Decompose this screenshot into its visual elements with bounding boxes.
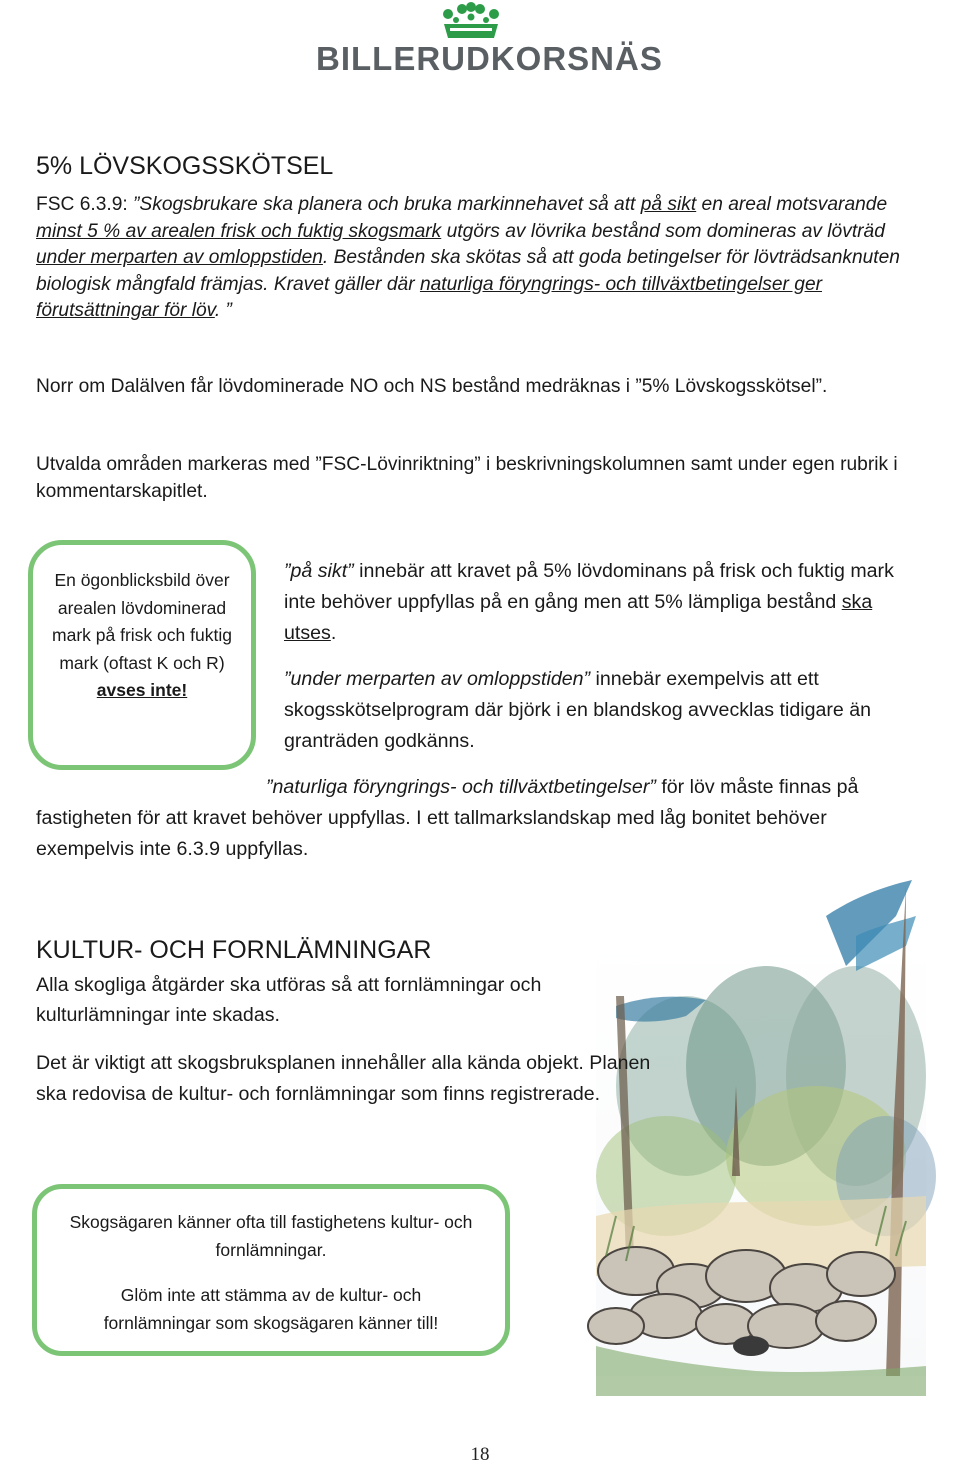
link-ska-utses: ska utses [284,591,873,644]
paragraph-alla-skogliga: Alla skogliga åtgärder ska utföras så att fornlämningar och kulturlämningar inte skadas. [36,974,542,1026]
callout-ogonblicksbild [28,540,256,770]
callout-skogsagaren [32,1184,510,1356]
section-title-lovskog: 5% LÖVSKOGSSKÖTSEL [36,152,334,180]
term-naturliga: ”naturliga föryngrings- och tillväxtbetingelser” [266,776,656,798]
explain-text: innebär att kravet på 5% lövdominans på frisk och fuktig mark inte behöver uppfyllas på en gång men att 5% lämpliga bestånd [284,560,894,613]
callout-emphasis: avses inte! [96,680,188,700]
callout-text: En ögonblicksbild över arealen lövdominerad mark på frisk och fuktig mark (oftast K och R) [52,570,232,673]
quote-link-minst-5: minst 5 % av arealen frisk och fuktig skogsmark [36,220,442,242]
forest-sketch-illustration [556,876,936,1406]
quote-part: en areal motsvarande [696,194,888,215]
explain-pa-sikt [284,556,914,649]
explain-omloppstiden [284,664,914,757]
page-number: 18 [470,1444,490,1465]
explain-text: innebär exempelvis att ett skogsskötselprogram där björk i en blandskog avvecklas tidigare än granträden godkänns. [284,668,872,752]
term-merparten: ”under merparten av omloppstiden” [284,668,591,690]
explain-text: för löv måste finnas på fastigheten för att kravet behöver uppfyllas. I ett tallmarkslandskap med låg bonitet behöver exempelvis inte 6.3.9 uppfyllas. [36,776,859,860]
paragraph-dalalven: Norr om Dalälven får lövdominerade NO och NS bestånd medräknas i ”5% Lövskogsskötsel”. [36,376,828,397]
quote-part: ”Skogsbrukare ska planera och bruka markinnehavet så att [133,194,641,215]
paragraph-skogsbruksplanen: Det är viktigt att skogsbruksplanen innehåller alla kända objekt. Planen ska redovisa de kultur- och fornlämningar som finns registrerade. [36,1052,651,1105]
section-title-kultur: KULTUR- OCH FORNLÄMNINGAR [36,936,432,964]
crown-logo-icon [428,2,514,42]
paragraph-fsc-lovinriktning: Utvalda områden markeras med ”FSC-Lövinriktning” i beskrivningskolumnen samt under egen rubrik i kommentarskapitlet. [36,454,898,502]
fsc-reference: FSC 6.3.9: [36,194,134,215]
quote-part: . Bestånden ska skötas så att goda betingelser för lövträdsanknuten biologisk mångfald främjas. Kravet gäller där [36,247,900,295]
logo-wordmark: BILLERUDKORSNÄS [316,40,663,77]
explain-text: . [330,622,337,644]
quote-part: . ” [214,300,232,321]
term-pa-sikt: ”på sikt” [284,560,354,582]
quote-part: utgörs av lövrika bestånd som domineras av lövträd [441,220,885,242]
quote-link-pa-sikt: på sikt [640,194,697,215]
callout-line-1: Skogsägaren känner ofta till fastighetens kultur- och fornlämningar. [69,1212,473,1260]
callout-line-2: Glöm inte att stämma av de kultur- och fornlämningar som skogsägaren känner till! [103,1285,439,1333]
explain-naturliga [36,772,916,865]
quote-link-merparten: under merparten av omloppstiden [36,247,323,268]
fsc-quote-paragraph [36,192,916,325]
quote-link-naturliga: naturliga föryngrings- och tillväxtbetingelser ger förutsättningar för löv [36,273,823,321]
